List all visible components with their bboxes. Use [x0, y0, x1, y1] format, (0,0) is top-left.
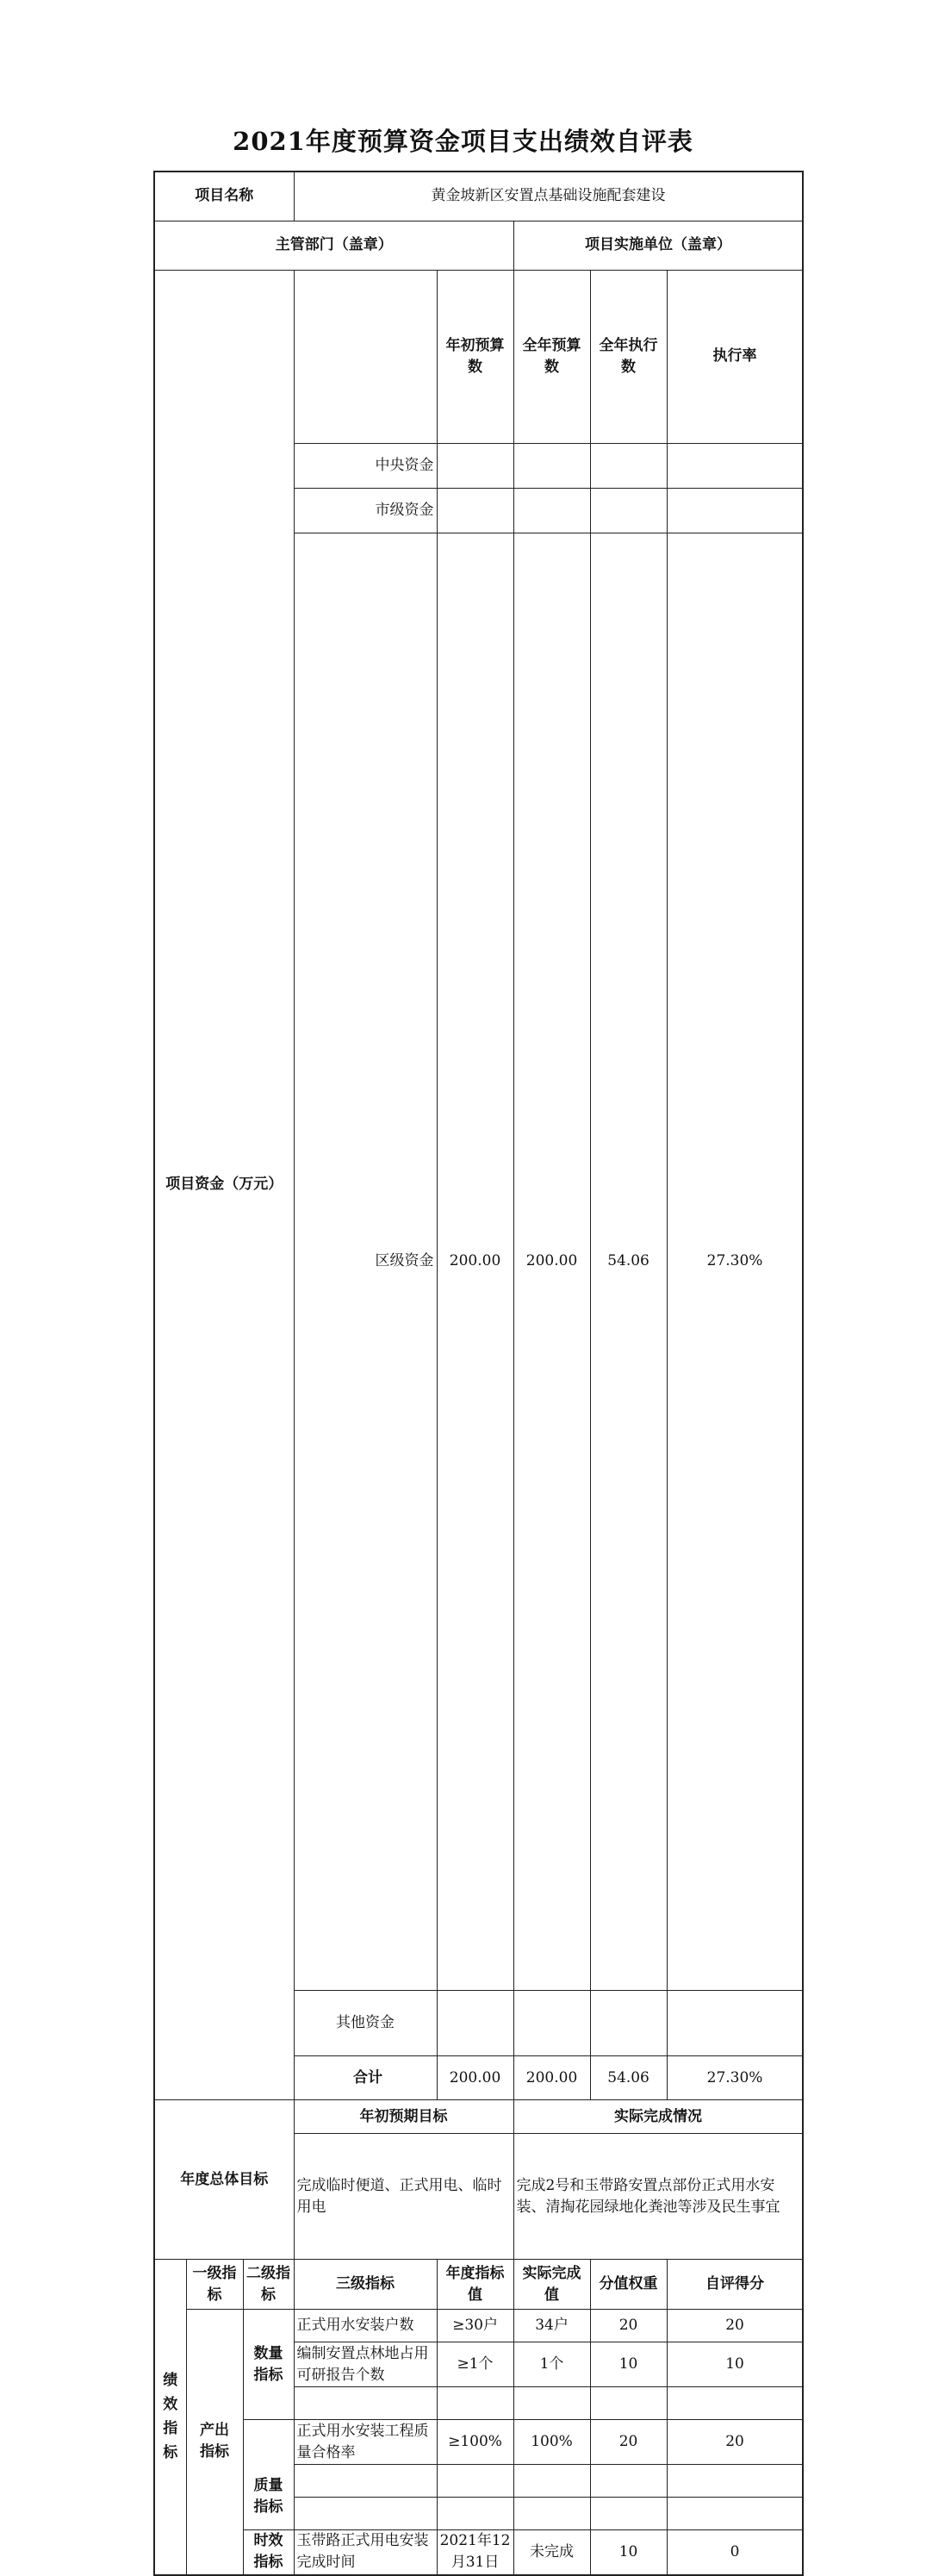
funds-cell: 54.06: [590, 533, 667, 1991]
goals-expected-header: 年初预期目标: [294, 2100, 513, 2134]
funds-row-name: 其他资金: [294, 1991, 437, 2056]
funds-cell: [590, 1991, 667, 2056]
indicator-name: [294, 2465, 437, 2498]
indicator-name: [294, 2387, 437, 2420]
indicator-actual: [513, 2387, 590, 2420]
indicator-target: [437, 2498, 513, 2530]
funds-cell: 27.30%: [667, 2056, 803, 2100]
indicator-actual: [513, 2498, 590, 2530]
indicator-row: [154, 2420, 803, 2465]
project-name-label: 项目名称: [154, 172, 294, 221]
funds-cell: 54.06: [590, 2056, 667, 2100]
funds-cell: 200.00: [437, 2056, 513, 2100]
indicator-actual: [513, 2465, 590, 2498]
project-name-value: 黄金坡新区安置点基础设施配套建设: [294, 172, 803, 221]
indicator-weight: 20: [590, 2310, 667, 2342]
level2-indicator: 时效指标: [243, 2530, 294, 2575]
goals-expected: 完成临时便道、正式用电、临时用电: [294, 2134, 513, 2260]
funds-cell: [437, 488, 513, 533]
funds-header-rate: 执行率: [667, 270, 803, 443]
funds-header-blank: [294, 270, 437, 443]
unit-label: 项目实施单位（盖章）: [513, 221, 803, 270]
indicator-header: 年度指标值: [437, 2260, 513, 2310]
funds-cell: [513, 488, 590, 533]
indicator-actual: 34户: [513, 2310, 590, 2342]
indicator-row: [154, 2530, 803, 2575]
funds-row-name: 区级资金: [294, 533, 437, 1991]
indicator-score: [667, 2498, 803, 2530]
funds-cell: [437, 443, 513, 488]
funds-cell: [667, 488, 803, 533]
goals-actual-header: 实际完成情况: [513, 2100, 803, 2134]
indicator-name: 编制安置点林地占用可研报告个数: [294, 2342, 437, 2387]
level2-indicator: 数量指标: [243, 2310, 294, 2420]
funds-cell: [513, 443, 590, 488]
funds-cell: 200.00: [513, 533, 590, 1991]
goals-label: 年度总体目标: [154, 2100, 294, 2260]
indicator-actual: 1个: [513, 2342, 590, 2387]
form-title: 2021年度预算资金项目支出绩效自评表: [233, 127, 693, 156]
funds-cell: [590, 443, 667, 488]
funds-cell: [667, 443, 803, 488]
funds-row-name: 合计: [294, 2056, 437, 2100]
indicator-weight: [590, 2465, 667, 2498]
funds-row-name: 中央资金: [294, 443, 437, 488]
goals-actual: 完成2号和玉带路安置点部份正式用水安装、清掏花园绿地化粪池等涉及民生事宜: [513, 2134, 803, 2260]
level2-indicator: 质量指标: [243, 2420, 294, 2530]
funds-cell: [437, 1991, 513, 2056]
indicator-target: ≥1个: [437, 2342, 513, 2387]
funds-label: 项目资金（万元）: [154, 270, 294, 2100]
indicator-header: 二级指标: [243, 2260, 294, 2310]
funds-cell: [667, 1991, 803, 2056]
indicator-header: 自评得分: [667, 2260, 803, 2310]
funds-header-annual: 全年预算数: [513, 270, 590, 443]
funds-cell: [590, 488, 667, 533]
indicator-score: 0: [667, 2530, 803, 2575]
indicator-score: 10: [667, 2342, 803, 2387]
indicator-target: 2021年12月31日: [437, 2530, 513, 2575]
indicator-score: 20: [667, 2310, 803, 2342]
funds-row-name: 市级资金: [294, 488, 437, 533]
funds-cell: [513, 1991, 590, 2056]
indicator-actual: 100%: [513, 2420, 590, 2465]
funds-header-executed: 全年执行数: [590, 270, 667, 443]
funds-cell: 200.00: [513, 2056, 590, 2100]
indicator-row: [154, 2310, 803, 2342]
indicator-target: ≥30户: [437, 2310, 513, 2342]
indicator-weight: [590, 2387, 667, 2420]
performance-table: [153, 171, 804, 2576]
indicator-header: 一级指标: [186, 2260, 243, 2310]
indicator-header: 实际完成值: [513, 2260, 590, 2310]
indicator-name: 正式用水安装户数: [294, 2310, 437, 2342]
indicator-actual: 未完成: [513, 2530, 590, 2575]
indicator-score: [667, 2387, 803, 2420]
indicator-target: [437, 2387, 513, 2420]
indicators-label-text: 绩效指标: [163, 2372, 178, 2462]
indicator-score: 20: [667, 2420, 803, 2465]
funds-cell: 27.30%: [667, 533, 803, 1991]
indicator-weight: 10: [590, 2530, 667, 2575]
indicator-name: 正式用水安装工程质量合格率: [294, 2420, 437, 2465]
indicator-header: 分值权重: [590, 2260, 667, 2310]
dept-label: 主管部门（盖章）: [154, 221, 513, 270]
indicator-target: ≥100%: [437, 2420, 513, 2465]
indicator-weight: 20: [590, 2420, 667, 2465]
level1-indicator: 产出指标: [186, 2310, 243, 2575]
indicator-name: 玉带路正式用电安装完成时间: [294, 2530, 437, 2575]
indicators-label: [154, 2260, 186, 2575]
funds-cell: 200.00: [437, 533, 513, 1991]
indicator-weight: [590, 2498, 667, 2530]
indicator-score: [667, 2465, 803, 2498]
indicator-target: [437, 2465, 513, 2498]
indicator-header: 三级指标: [294, 2260, 437, 2310]
funds-header-initial: 年初预算数: [437, 270, 513, 443]
indicator-name: [294, 2498, 437, 2530]
indicator-weight: 10: [590, 2342, 667, 2387]
